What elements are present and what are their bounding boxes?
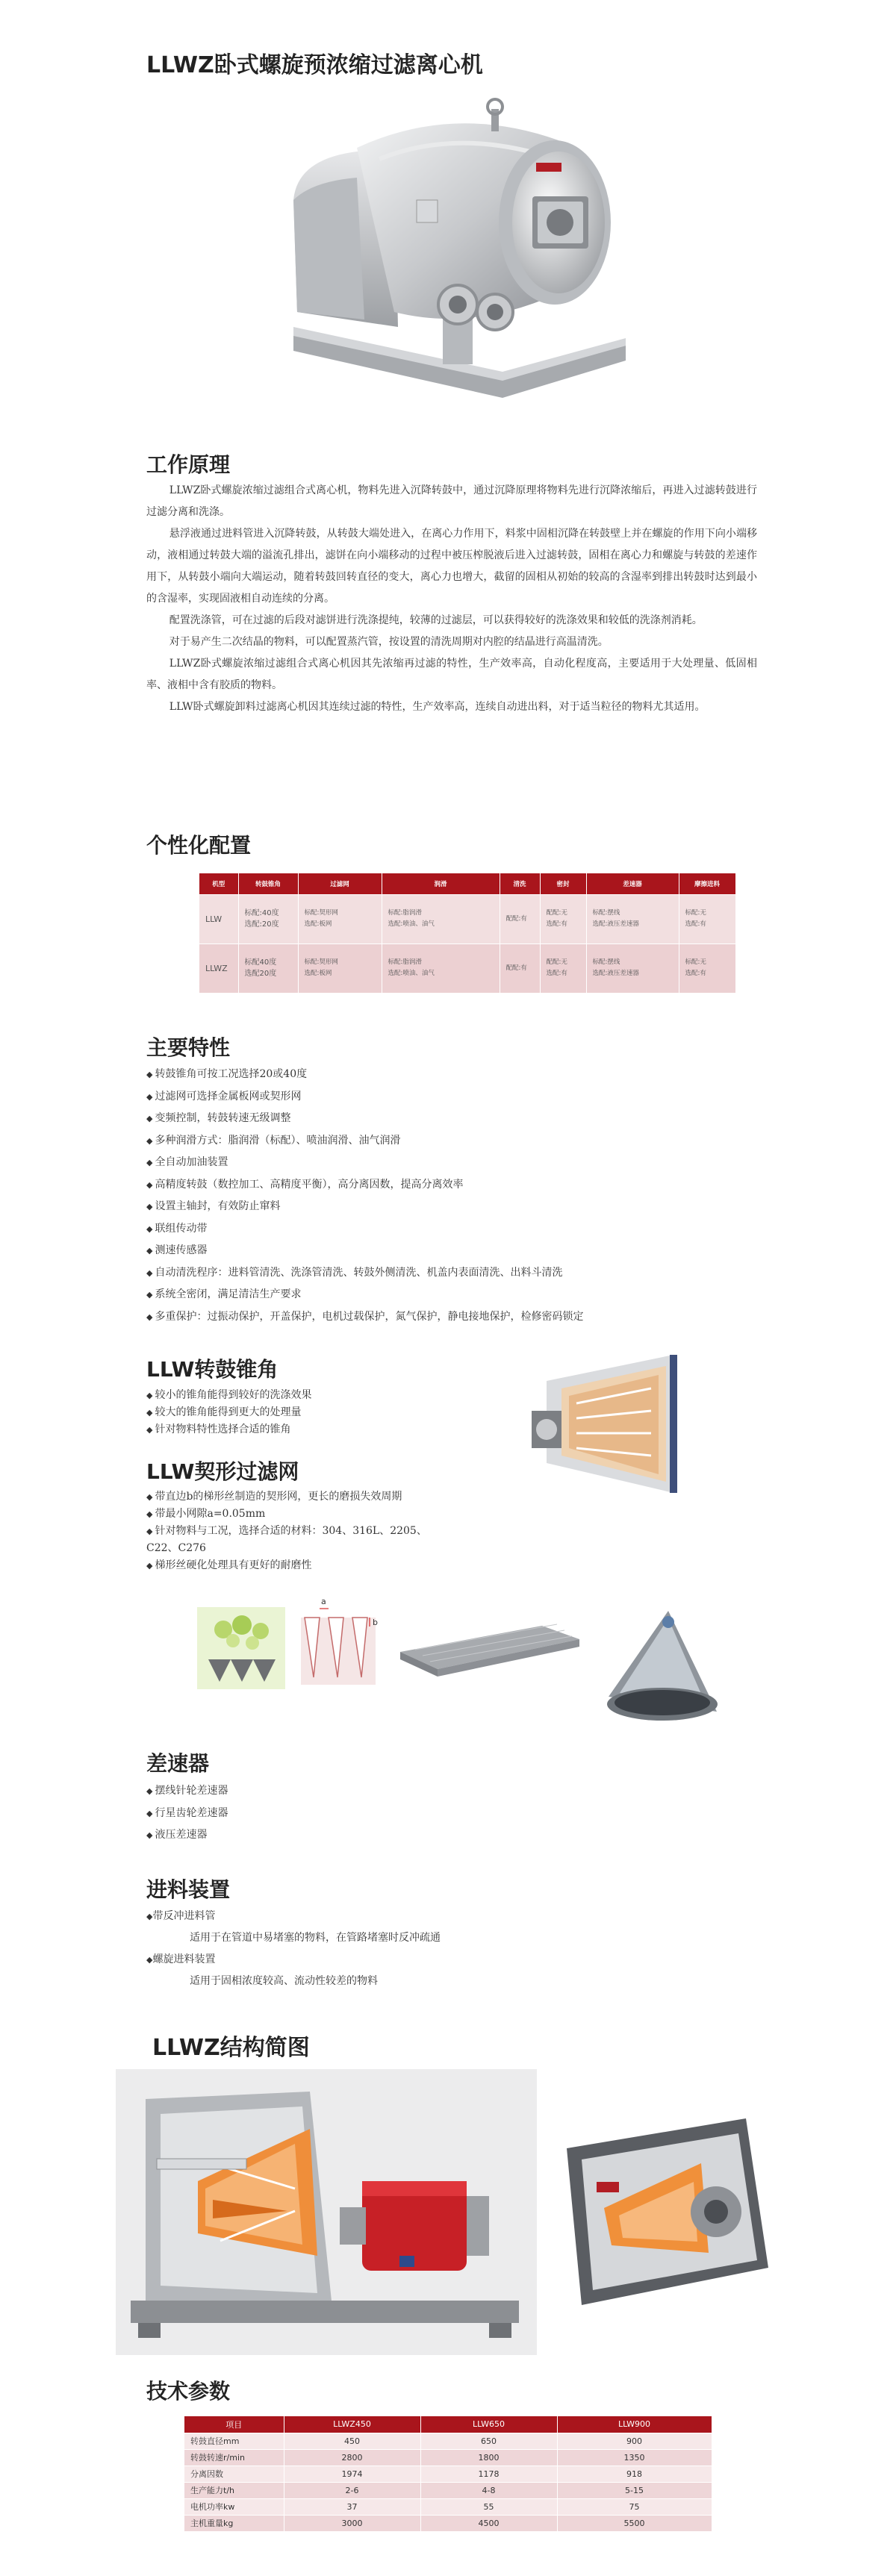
config-cell: 标配:无 选配:有	[679, 944, 735, 993]
wedge-screen-plate-image	[393, 1611, 582, 1684]
list-item: ◆ 多种润滑方式：脂润滑（标配）、喷油润滑、油气润滑	[146, 1130, 583, 1153]
config-cell: 标配:摆线 选配:液压差速器	[586, 894, 679, 944]
config-cell: 配配:无 选配:有	[540, 944, 586, 993]
principle-paragraph: LLWZ卧式螺旋浓缩过滤组合式离心机因其先浓缩再过滤的特性，生产效率高，自动化程度高，主要适用于大处理量、低固相率、液相中含有胶质的物料。	[146, 658, 757, 691]
tech-cell: 转鼓直径mm	[184, 2433, 284, 2449]
tech-cell: 4500	[420, 2515, 557, 2531]
config-cell: 配配:有	[500, 944, 540, 993]
tech-cell: 1350	[557, 2449, 712, 2466]
tech-cell: 918	[557, 2466, 712, 2482]
table-row	[199, 894, 735, 944]
table-row	[184, 2449, 712, 2466]
tech-params-heading: 技术参数	[146, 2379, 231, 2404]
tech-cell: 37	[284, 2498, 420, 2515]
page-title: LLWZ卧式螺旋预浓缩过滤离心机	[146, 52, 483, 78]
config-header: 转鼓锥角	[238, 873, 298, 894]
wedge-profile-diagram	[297, 1595, 381, 1689]
list-item: ◆ 设置主轴封，有效防止窜料	[146, 1196, 583, 1218]
config-header: 机型	[199, 873, 238, 894]
tech-cell: 电机功率kw	[184, 2498, 284, 2515]
structure-detail-image	[552, 2103, 779, 2315]
tech-params-table	[184, 2416, 712, 2531]
tech-cell: 4-8	[420, 2482, 557, 2498]
features-heading: 主要特性	[146, 1035, 231, 1060]
list-item: ◆ 测速传感器	[146, 1240, 583, 1262]
principle-paragraph: 配置洗涤管，可在过滤的后段对滤饼进行洗涤提纯，较薄的过滤层，可以获得较好的洗涤效果和较低的洗涤剂消耗。	[169, 614, 703, 626]
config-cell: LLWZ	[199, 944, 238, 993]
tech-header: LLW650	[420, 2416, 557, 2433]
config-cell: 标配:摆线 选配:液压差速器	[586, 944, 679, 993]
tech-cell: 2-6	[284, 2482, 420, 2498]
list-item: ◆ 行星齿轮差速器	[146, 1803, 228, 1825]
feeding-item-title: ◆螺旋进料装置	[146, 1953, 216, 1965]
configuration-table	[199, 873, 736, 993]
list-item: ◆ 系统全密闭，满足清洁生产要求	[146, 1284, 583, 1306]
feeding-item-desc: 适用于固相浓度较高、流动性较差的物料	[190, 1975, 378, 1987]
tech-header: LLWZ450	[284, 2416, 420, 2433]
config-header: 差速器	[586, 873, 679, 894]
configuration-heading: 个性化配置	[146, 833, 252, 858]
cone-basket-image	[594, 1600, 722, 1725]
config-cell: 标配:契形网 选配:板网	[298, 894, 382, 944]
tech-cell: 分离因数	[184, 2466, 284, 2482]
config-cell: 标配:脂润滑 选配:喷油、油气	[382, 944, 500, 993]
config-cell: 标配:契形网 选配:板网	[298, 944, 382, 993]
tech-cell: 1178	[420, 2466, 557, 2482]
list-item: ◆ 全自动加油装置	[146, 1152, 583, 1174]
list-item: ◆ 摆线针轮差速器	[146, 1780, 228, 1803]
tech-cell: 55	[420, 2498, 557, 2515]
tech-cell: 1800	[420, 2449, 557, 2466]
label-a: a	[321, 1597, 326, 1606]
tech-cell: 900	[557, 2433, 712, 2449]
filtration-illustration	[197, 1607, 285, 1689]
list-item: ◆ 较大的锥角能得到更大的处理量	[146, 1404, 311, 1421]
principle-paragraph: 悬浮液通过进料管进入沉降转鼓，从转鼓大端处进入，在离心力作用下，料浆中固相沉降在转鼓壁上并在螺旋的作用下向小端移动，液相通过转鼓大端的溢流孔排出，滤饼在向小端移动的过程中被压榨脱液后进入过滤转鼓，固相在离心力和螺旋与转鼓的差速作用下，从转鼓小端向大端运动，随着转鼓回转直径的变大，离心力也增大，截留的固相从初始的较高的含湿率到排出转鼓时达到最小的含湿率，实现固液相自动连续的分离。	[146, 528, 757, 605]
feeding-item-desc: 适用于在管道中易堵塞的物料，在管路堵塞时反冲疏通	[190, 1932, 441, 1944]
tech-cell: 5500	[557, 2515, 712, 2531]
list-item: ◆ 自动清洗程序：进料管清洗、洗涤管清洗、转鼓外侧清洗、机盖内表面清洗、出料斗清洗	[146, 1262, 583, 1285]
table-row	[184, 2482, 712, 2498]
list-item: ◆ 液压差速器	[146, 1824, 228, 1847]
tech-header: 项目	[184, 2416, 284, 2433]
features-list	[146, 1064, 583, 1328]
table-row	[184, 2433, 712, 2449]
tech-cell: 生产能力t/h	[184, 2482, 284, 2498]
tech-cell: 主机重量kg	[184, 2515, 284, 2531]
config-header: 摩擦进料	[679, 873, 735, 894]
list-item: ◆ 变频控制，转鼓转速无级调整	[146, 1108, 583, 1130]
working-principle-heading: 工作原理	[146, 452, 231, 477]
tech-params-table-wrapper	[184, 2416, 712, 2531]
principle-paragraph: LLWZ卧式螺旋浓缩过滤组合式离心机，物料先进入沉降转鼓中，通过沉降原理将物料先进行沉降浓缩后，再进入过滤转鼓进行过滤分离和洗涤。	[146, 484, 757, 518]
config-cell: 标配:40度 选配:20度	[238, 894, 298, 944]
differential-heading: 差速器	[146, 1751, 210, 1776]
feeding-item-title: ◆带反冲进料管	[146, 1910, 216, 1922]
list-item: ◆ 过滤网可选择金属板网或契形网	[146, 1086, 583, 1108]
tech-cell: 450	[284, 2433, 420, 2449]
config-cell: 标配40度 选配20度	[238, 944, 298, 993]
list-item: ◆ 较小的锥角能得到较好的洗涤效果	[146, 1387, 311, 1404]
tech-cell: 650	[420, 2433, 557, 2449]
cone-section-image	[532, 1336, 681, 1508]
table-row	[184, 2466, 712, 2482]
config-cell: 配配:有	[500, 894, 540, 944]
principle-paragraph: 对于易产生二次结晶的物料，可以配置蒸汽管，按设置的清洗周期对内腔的结晶进行高温清洗。	[169, 636, 609, 648]
config-cell: 标配:脂润滑 选配:喷油、油气	[382, 894, 500, 944]
config-cell: LLW	[199, 894, 238, 944]
wedge-screen-list	[146, 1488, 445, 1574]
differential-list	[146, 1780, 228, 1847]
config-header: 密封	[540, 873, 586, 894]
table-row	[184, 2515, 712, 2531]
list-item: ◆ 针对物料特性选择合适的锥角	[146, 1421, 311, 1438]
list-item: ◆ 联组传动带	[146, 1218, 583, 1241]
tech-cell: 转鼓转速r/min	[184, 2449, 284, 2466]
list-item: ◆ 多重保护：过振动保护，开盖保护，电机过载保护，氮气保护，静电接地保护，检修密码锁定	[146, 1306, 583, 1329]
configuration-table-wrapper	[199, 873, 736, 993]
structure-heading: LLWZ结构简图	[152, 2035, 310, 2061]
config-header: 清洗	[500, 873, 540, 894]
tech-cell: 75	[557, 2498, 712, 2515]
wedge-screen-heading: LLW契形过滤网	[146, 1459, 299, 1484]
tech-header: LLW900	[557, 2416, 712, 2433]
working-principle-text	[146, 480, 757, 718]
tech-cell: 1974	[284, 2466, 420, 2482]
tech-cell: 2800	[284, 2449, 420, 2466]
config-cell: 标配:无 选配:有	[679, 894, 735, 944]
label-b: b	[373, 1618, 378, 1627]
cone-angle-list	[146, 1387, 311, 1438]
table-row	[184, 2498, 712, 2515]
tech-cell: 3000	[284, 2515, 420, 2531]
list-item: ◆ 带最小网隙a=0.05mm	[146, 1506, 445, 1523]
structure-cutaway-image	[116, 2069, 537, 2355]
list-item: ◆ 梯形丝硬化处理具有更好的耐磨性	[146, 1557, 445, 1574]
feeding-heading: 进料装置	[146, 1877, 231, 1902]
feeding-list	[146, 1906, 441, 1992]
table-row	[199, 944, 735, 993]
hero-machine-image	[267, 88, 644, 431]
tech-cell: 5-15	[557, 2482, 712, 2498]
cone-angle-heading: LLW转鼓锥角	[146, 1357, 279, 1382]
config-header: 润滑	[382, 873, 500, 894]
config-cell: 配配:无 选配:有	[540, 894, 586, 944]
config-header: 过滤网	[298, 873, 382, 894]
list-item: ◆ 针对物料与工况，选择合适的材料：304、316L、2205、C22、C276	[146, 1523, 445, 1557]
principle-paragraph: LLW卧式螺旋卸料过滤离心机因其连续过滤的特性，生产效率高，连续自动进出料，对于适当粒径的物料尤其适用。	[169, 701, 706, 713]
list-item: ◆ 转鼓锥角可按工况选择20或40度	[146, 1064, 583, 1086]
list-item: ◆ 高精度转鼓（数控加工、高精度平衡），高分离因数，提高分离效率	[146, 1174, 583, 1197]
list-item: ◆ 带直边b的梯形丝制造的契形网，更长的磨损失效周期	[146, 1488, 445, 1506]
